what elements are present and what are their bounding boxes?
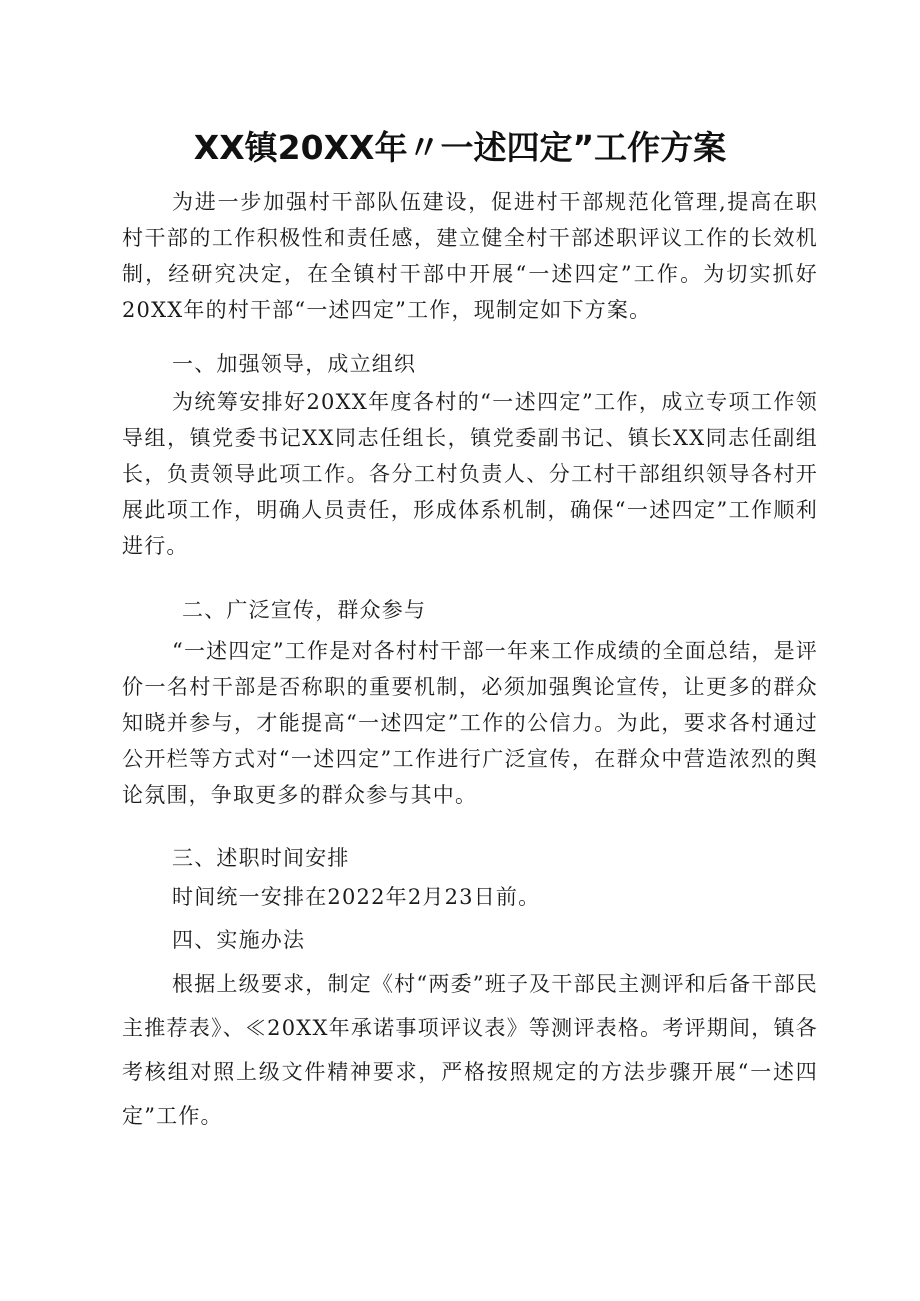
section-4-body: 根据上级要求，制定《村“两委”班子及干部民主测评和后备干部民主推荐表》、≪20XX年承诺事项评议表》等测评表格。考评期间，镇各考核组对照上级文件精神要求，严格按照规定的方法步骤开展“一述四定”工作。: [122, 972, 818, 1128]
section-4-heading: 四、实施办法: [172, 928, 306, 952]
section-3-heading: 三、述职时间安排: [172, 846, 350, 870]
section-2-body: “一述四定”工作是对各村村干部一年来工作成绩的全面总结，是评价一名村干部是否称职的重要机制，必须加强舆论宣传，让更多的群众知晓并参与，才能提高“一述四定”工作的公信力。为此，要求各村通过公开栏等方式对“一述四定”工作进行广泛宣传，在群众中营造浓烈的舆论氛围，争取更多的群众参与其中。: [122, 639, 818, 807]
section-1-heading: 一、加强领导，成立组织: [172, 352, 417, 376]
section-1-body: 为统筹安排好20XX年度各村的“一述四定”工作，成立专项工作领导组，镇党委书记XX同志任组长，镇党委副书记、镇长XX同志任副组长，负责领导此项工作。各分工村负责人、分工村干部组织领导各村开展此项工作，明确人员责任，形成体系机制，确保“一述四定”工作顺利进行。: [122, 390, 818, 558]
section-2-heading: 二、广泛宣传，群众参与: [182, 598, 427, 622]
document-title: XX镇20XX年〃一述四定”工作方案: [193, 128, 727, 167]
intro-paragraph: 为进一步加强村干部队伍建设，促进村干部规范化管理,提高在职村干部的工作积极性和责任感，建立健全村干部述职评议工作的长效机制，经研究决定，在全镇村干部中开展“一述四定”工作。为切实抓好20XX年的村干部“一述四定”工作，现制定如下方案。: [122, 190, 818, 322]
section-3-body: 时间统一安排在2022年2月23日前。: [172, 885, 541, 909]
